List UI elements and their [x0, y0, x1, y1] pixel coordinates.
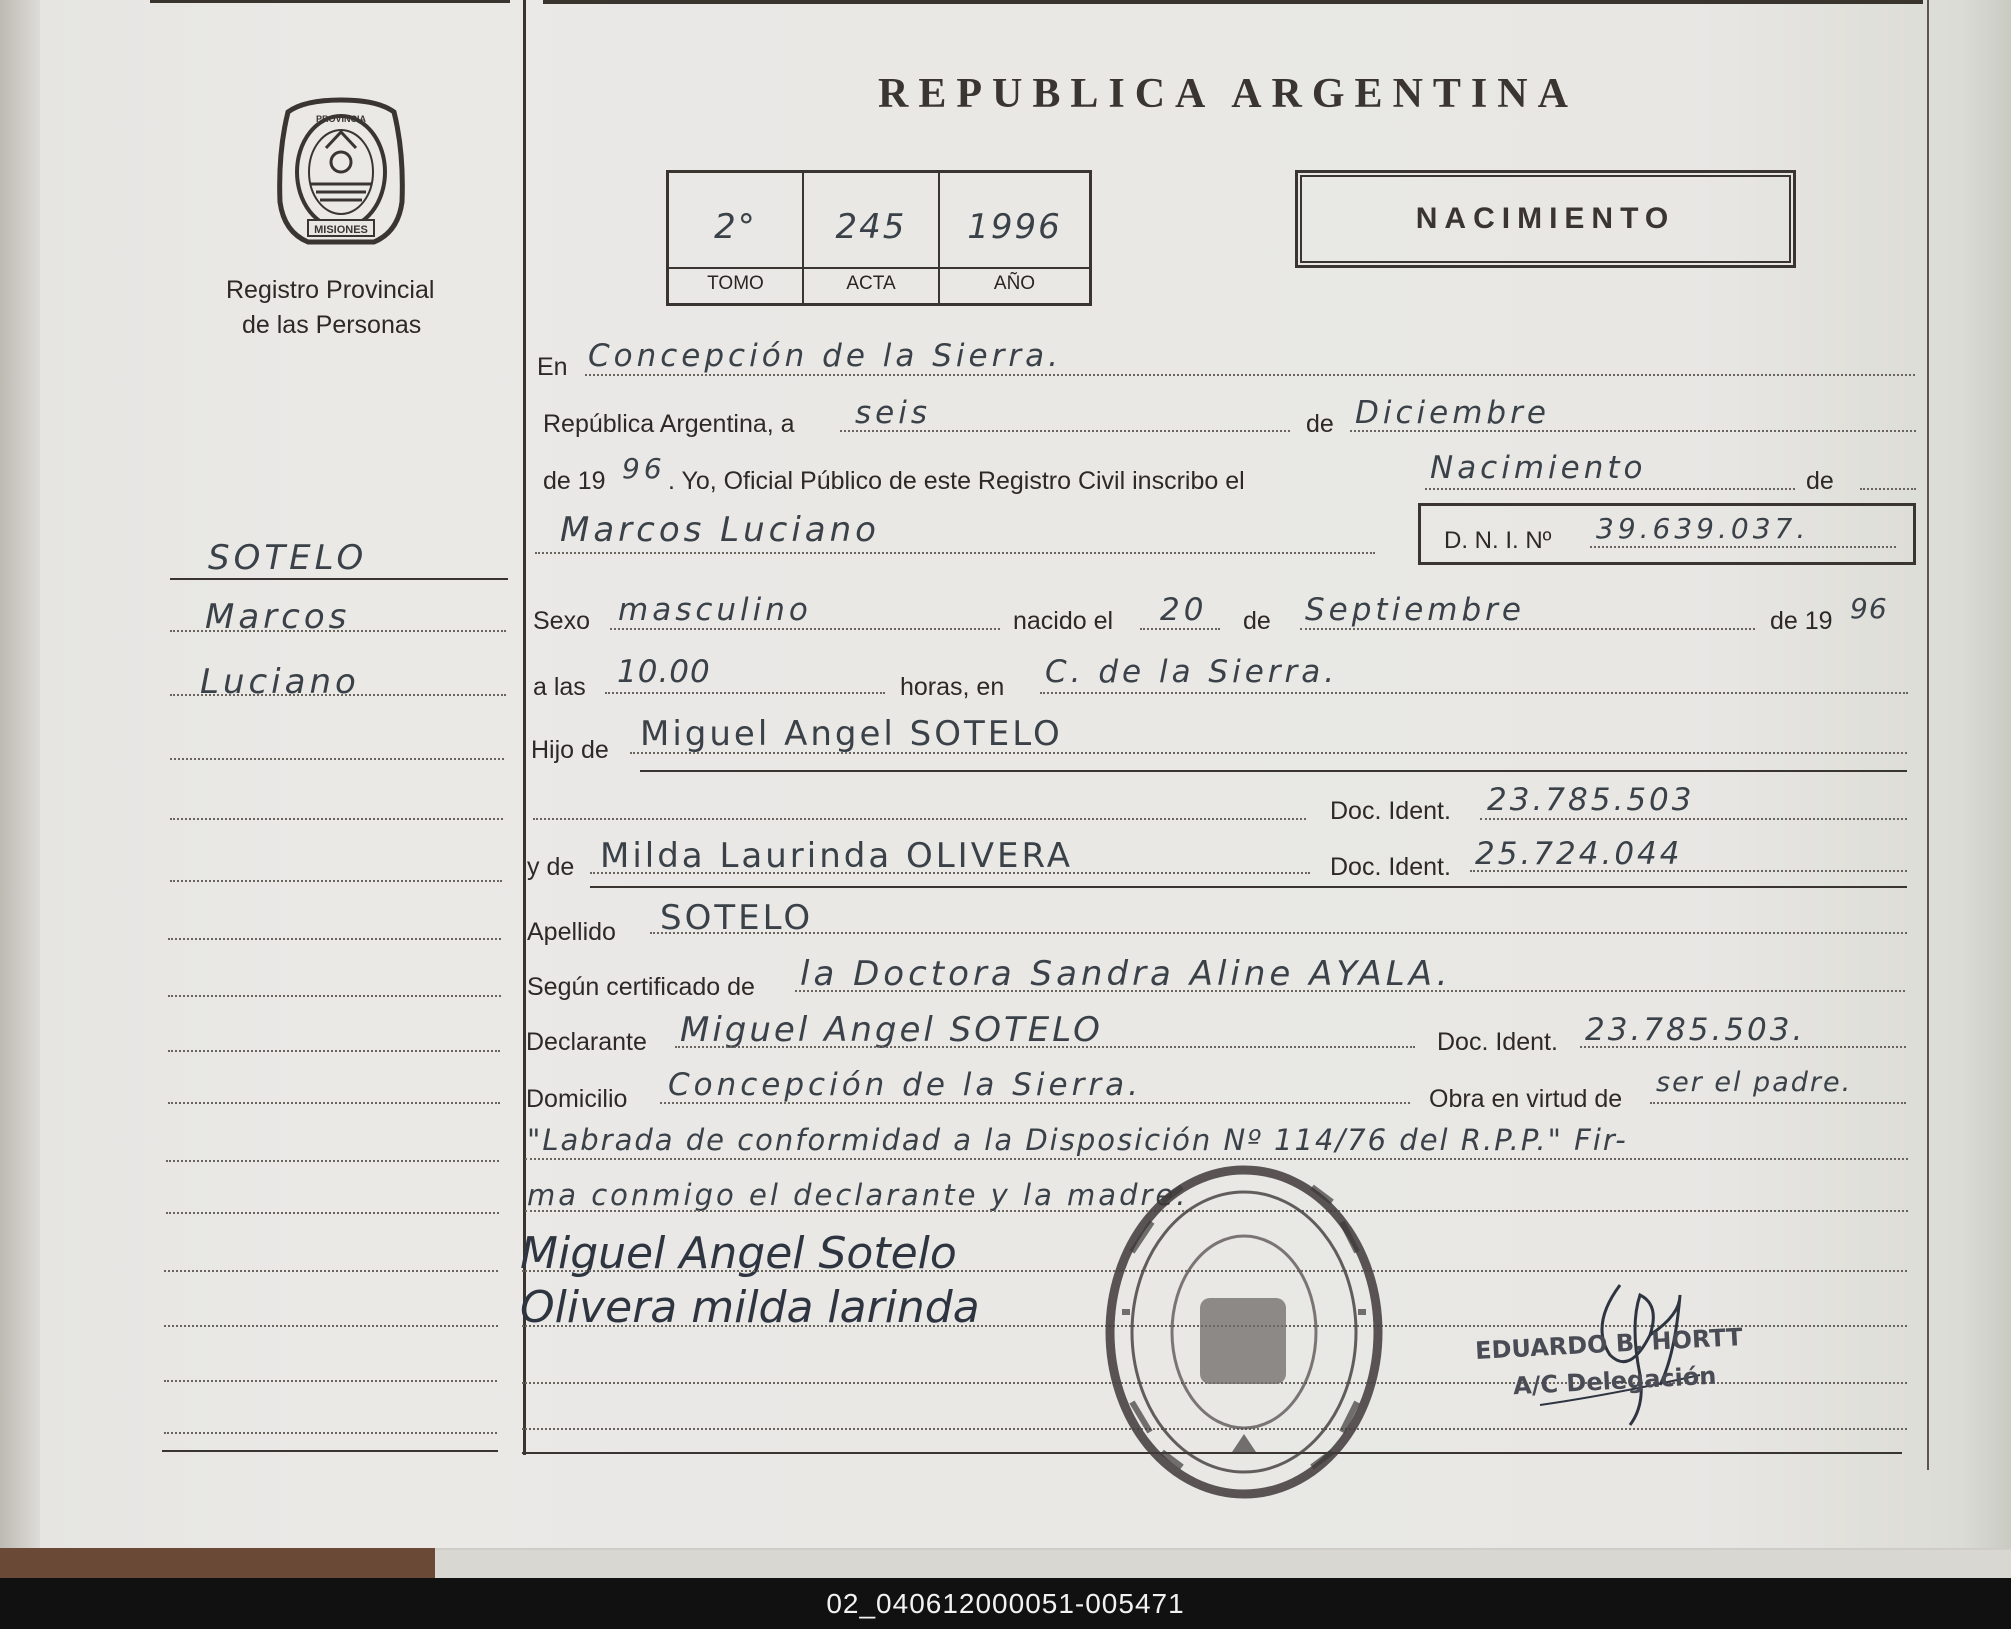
declarante-doc-line — [1580, 1046, 1906, 1048]
yde-label: y de — [527, 853, 575, 881]
declarante-label: Declarante — [526, 1028, 647, 1056]
child-name-value: Marcos Luciano — [560, 510, 880, 550]
registry-stamp-icon — [1102, 1162, 1386, 1502]
ano-value: 1996 — [967, 207, 1062, 247]
margin-line — [170, 578, 508, 580]
margin-dots-15 — [164, 1432, 497, 1434]
file-caption: 02_040612000051-005471 — [0, 1578, 2011, 1629]
apellido-line — [650, 932, 1907, 934]
top-rule-left — [150, 0, 510, 3]
place-line — [585, 374, 1915, 376]
father-doc-value: 23.785.503 — [1487, 782, 1695, 818]
sexo-label: Sexo — [533, 607, 590, 635]
father-doc-line — [1480, 818, 1907, 820]
doc-label-1: Doc. Ident. — [1330, 797, 1451, 825]
obra-line — [1650, 1102, 1906, 1104]
margin-surname: SOTELO — [208, 538, 368, 578]
ano-label: AÑO — [993, 273, 1036, 294]
certifier-value: la Doctora Sandra Aline AYALA. — [800, 954, 1452, 994]
margin-dots-10 — [166, 1160, 499, 1162]
dni-label: D. N. I. Nº — [1444, 527, 1552, 554]
father-rule — [640, 770, 1907, 772]
record-type-box: NACIMIENTO — [1295, 170, 1796, 268]
note-line-2: ma conmigo el declarante y la madre. — [527, 1178, 1189, 1212]
margin-name-1: Marcos — [205, 597, 351, 637]
hour-line — [605, 692, 885, 694]
doc-label-2: Doc. Ident. — [1330, 853, 1451, 881]
father-line — [630, 752, 1907, 754]
registry-line-2: de las Personas — [242, 311, 422, 339]
day-line — [840, 430, 1290, 432]
domicilio-label: Domicilio — [526, 1085, 628, 1113]
margin-dots-9 — [168, 1102, 500, 1104]
note-dots-1 — [525, 1158, 1908, 1160]
child-name-line — [535, 552, 1375, 554]
margin-dots-8 — [168, 1050, 500, 1052]
margin-dots-14 — [164, 1380, 497, 1382]
year-prefix-label: de 19 — [543, 467, 606, 495]
segun-label: Según certificado de — [527, 973, 755, 1001]
acta-cell — [804, 173, 940, 303]
margin-dots-5 — [170, 880, 502, 882]
margin-bottom-line — [162, 1450, 498, 1452]
mother-rule — [590, 886, 1907, 888]
place-value: Concepción de la Sierra. — [588, 338, 1062, 374]
top-rule-right — [543, 0, 1923, 4]
official-name: EDUARDO B. HORTT — [1474, 1323, 1744, 1365]
birth-month-line — [1300, 628, 1755, 630]
obra-value: ser el padre. — [1656, 1067, 1853, 1098]
tomo-cell — [669, 173, 804, 303]
margin-name-2: Luciano — [200, 662, 360, 702]
horas-label: horas, en — [900, 673, 1005, 701]
document-title: REPUBLICA ARGENTINA — [878, 71, 1578, 117]
de-label-1: de — [1306, 410, 1334, 438]
birth-year-suffix: 96 — [1850, 592, 1888, 625]
signature-father: Miguel Angel Sotelo — [520, 1228, 957, 1279]
apellido-value: SOTELO — [660, 898, 814, 938]
svg-text:PROVINCIA: PROVINCIA — [315, 114, 367, 124]
republica-label: República Argentina, a — [543, 410, 795, 438]
declarante-line — [675, 1046, 1415, 1048]
registry-line-1: Registro Provincial — [226, 276, 435, 304]
margin-dots-1 — [170, 630, 506, 632]
day-value: seis — [855, 395, 931, 431]
birth-year-prefix: de 19 — [1770, 607, 1833, 635]
mother-doc-value: 25.724.044 — [1475, 836, 1683, 872]
blank-line — [533, 818, 1306, 820]
declarante-value: Miguel Angel SOTELO — [680, 1010, 1103, 1050]
oficial-text: . Yo, Oficial Público de este Registro Civil inscribo el — [668, 467, 1245, 495]
margin-dots-2 — [170, 694, 506, 696]
margin-dots-12 — [164, 1270, 498, 1272]
sexo-value: masculino — [618, 592, 812, 628]
acta-value: 245 — [835, 207, 907, 247]
note-line-1: "Labrada de conformidad a la Disposición Nº 114/76 del R.P.P." Fir- — [527, 1123, 1628, 1157]
reference-box — [666, 170, 1092, 306]
doc-label-3: Doc. Ident. — [1437, 1028, 1558, 1056]
de-label-2: de — [1806, 467, 1834, 495]
hijo-label: Hijo de — [531, 736, 609, 764]
act-line — [1425, 488, 1795, 490]
birth-place-line — [1040, 692, 1908, 694]
mother-doc-line — [1470, 870, 1907, 872]
birth-place-value: C. de la Sierra. — [1045, 654, 1339, 690]
domicilio-line — [660, 1102, 1410, 1104]
margin-dots-3 — [170, 758, 504, 760]
official-title: A/C Delegación — [1512, 1361, 1718, 1401]
certifier-line — [795, 990, 1905, 992]
sexo-line — [610, 628, 1000, 630]
signature-mother: Olivera milda larinda — [520, 1282, 980, 1333]
margin-dots-4 — [170, 818, 503, 820]
apellido-label: Apellido — [527, 918, 616, 946]
obra-label: Obra en virtud de — [1429, 1085, 1623, 1113]
year-suffix-value: 96 — [622, 452, 666, 485]
nacido-label: nacido el — [1013, 607, 1114, 635]
provincial-seal-icon — [268, 92, 414, 250]
dni-value: 39.639.037. — [1596, 512, 1810, 545]
a-las-label: a las — [533, 673, 586, 701]
mother-line — [590, 872, 1310, 874]
tomo-label: TOMO — [707, 273, 764, 294]
de-label-3: de — [1243, 607, 1271, 635]
father-value: Miguel Angel SOTELO — [640, 714, 1063, 754]
page-shadow — [0, 0, 40, 1578]
hour-value: 10.00 — [617, 654, 711, 690]
act-line-2 — [1860, 488, 1916, 490]
month-value: Diciembre — [1355, 395, 1550, 431]
margin-dots-6 — [168, 938, 501, 940]
acta-label: ACTA — [846, 273, 896, 294]
margin-dots-13 — [164, 1325, 498, 1327]
birth-month-value: Septiembre — [1305, 592, 1525, 628]
domicilio-value: Concepción de la Sierra. — [668, 1067, 1142, 1103]
right-edge — [1927, 0, 1929, 1470]
act-value: Nacimiento — [1430, 450, 1647, 486]
margin-dots-7 — [168, 995, 501, 997]
mother-value: Milda Laurinda OLIVERA — [600, 836, 1073, 876]
binding-tab — [0, 1548, 435, 1578]
en-label: En — [537, 353, 568, 381]
svg-text:MISIONES: MISIONES — [314, 224, 368, 236]
dni-line — [1590, 546, 1896, 548]
margin-dots-11 — [166, 1212, 499, 1214]
declarante-doc-value: 23.785.503. — [1585, 1012, 1806, 1048]
birth-day-line — [1140, 628, 1220, 630]
birth-day-value: 20 — [1160, 592, 1208, 628]
ano-cell — [940, 173, 1089, 303]
tomo-value: 2° — [714, 207, 757, 247]
month-line — [1350, 430, 1916, 432]
